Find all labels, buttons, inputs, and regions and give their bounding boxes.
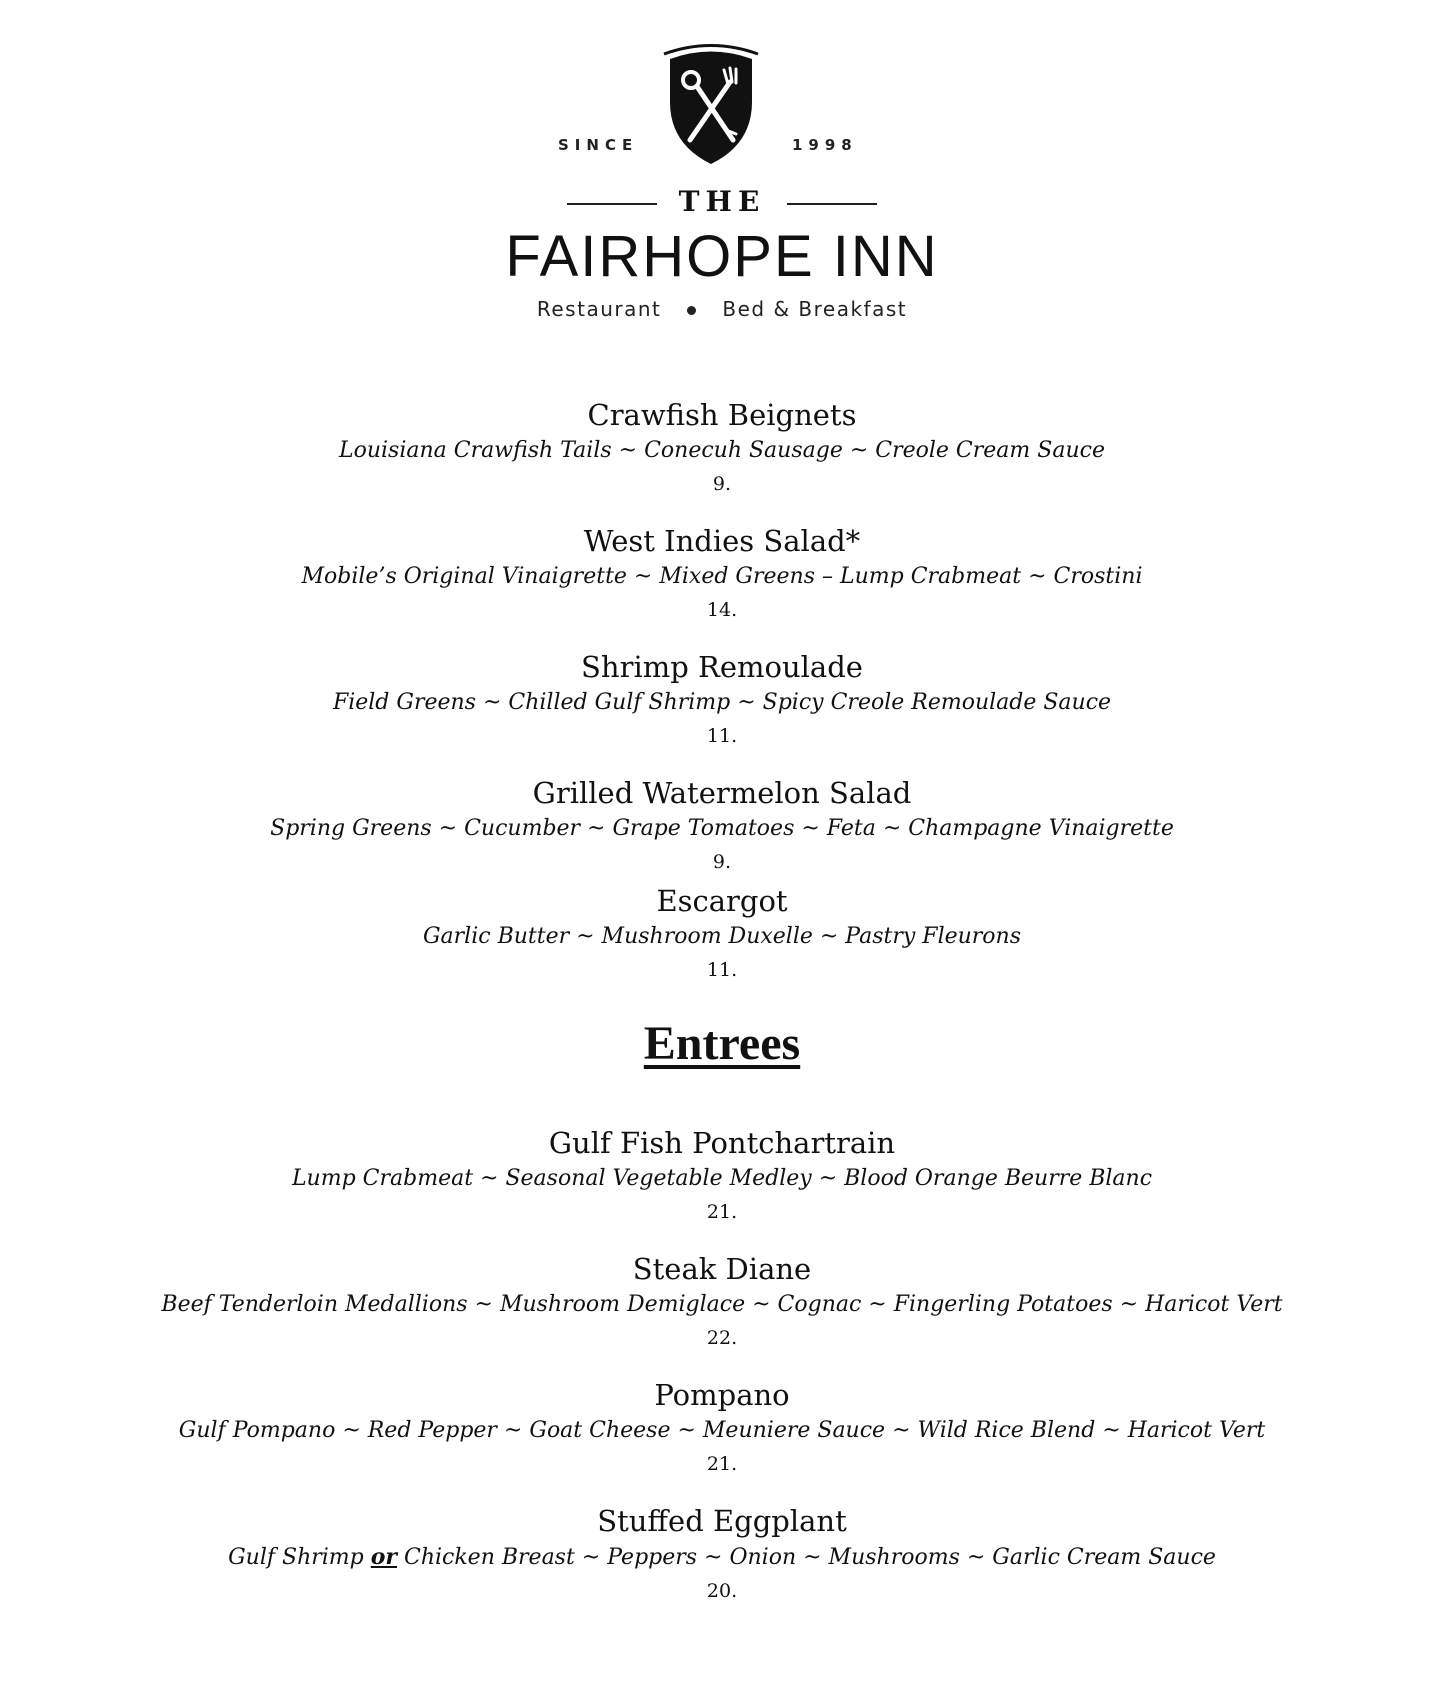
item-description: Spring Greens ~ Cucumber ~ Grape Tomatoes ~ Feta ~ Champagne Vinaigrette <box>270 816 1174 841</box>
item-price: 21. <box>706 1201 738 1223</box>
since-year: 1998 <box>792 136 858 154</box>
tagline-restaurant: Restaurant <box>536 297 662 321</box>
item-description: Garlic Butter ~ Mushroom Duxelle ~ Pastry Fleurons <box>422 924 1022 949</box>
menu-item <box>0 1124 1444 1228</box>
item-description: Lump Crabmeat ~ Seasonal Vegetable Medley ~ Blood Orange Beurre Blanc <box>291 1166 1153 1191</box>
desc-part: Chicken Breast ~ Peppers ~ Onion ~ Mushrooms ~ Garlic Cream Sauce <box>397 1545 1216 1570</box>
item-name: Gulf Fish Pontchartrain <box>548 1126 896 1160</box>
brand-name: FAIRHOPE INN <box>505 224 939 289</box>
item-name: West Indies Salad* <box>583 524 861 558</box>
entrees-heading: Entrees <box>643 1017 801 1070</box>
item-description <box>0 1540 1444 1575</box>
item-name: Pompano <box>654 1378 790 1412</box>
divider-right <box>787 203 877 205</box>
item-description: Beef Tenderloin Medallions ~ Mushroom Demiglace ~ Cognac ~ Fingerling Potatoes ~ Haricot Vert <box>161 1292 1283 1317</box>
item-name: Crawfish Beignets <box>587 398 857 432</box>
menu-item <box>0 882 1444 986</box>
item-description: Gulf Pompano ~ Red Pepper ~ Goat Cheese ~ Meuniere Sauce ~ Wild Rice Blend ~ Haricot Vert <box>178 1418 1266 1443</box>
item-description: Louisiana Crawfish Tails ~ Conecuh Sausage ~ Creole Cream Sauce <box>339 438 1105 463</box>
menu-item <box>0 396 1444 500</box>
menu-item <box>0 1502 1444 1607</box>
menu-item <box>0 1376 1444 1480</box>
tagline-bnb: Bed & Breakfast <box>722 297 908 321</box>
item-price: 9. <box>712 851 732 873</box>
tagline <box>0 297 1444 321</box>
menu-item <box>0 648 1444 752</box>
menu-body <box>0 396 1444 1629</box>
item-price: 20. <box>706 1580 738 1602</box>
item-name: Stuffed Eggplant <box>597 1504 847 1538</box>
item-name: Steak Diane <box>632 1252 812 1286</box>
item-description: Field Greens ~ Chilled Gulf Shrimp ~ Spicy Creole Remoulade Sauce <box>332 690 1112 715</box>
menu-item <box>0 1250 1444 1354</box>
item-name: Escargot <box>656 884 788 918</box>
divider-left <box>567 203 657 205</box>
item-price: 9. <box>712 473 732 495</box>
desc-or: or <box>370 1544 397 1570</box>
desc-part: Gulf Shrimp <box>228 1545 371 1570</box>
bullet-dot-icon <box>687 306 696 315</box>
since-label: SINCE <box>558 136 639 154</box>
item-description: Mobile’s Original Vinaigrette ~ Mixed Greens – Lump Crabmeat ~ Crostini <box>301 564 1143 589</box>
item-name: Grilled Watermelon Salad <box>532 776 912 810</box>
item-price: 14. <box>706 599 738 621</box>
the-label: THE <box>678 185 766 218</box>
item-name: Shrimp Remoulade <box>581 650 863 684</box>
item-price: 11. <box>706 959 738 981</box>
menu-item <box>0 522 1444 626</box>
item-price: 21. <box>706 1453 738 1475</box>
menu-item <box>0 774 1444 878</box>
brand-the <box>0 185 1444 218</box>
item-price: 22. <box>706 1327 738 1349</box>
item-price: 11. <box>706 725 738 747</box>
